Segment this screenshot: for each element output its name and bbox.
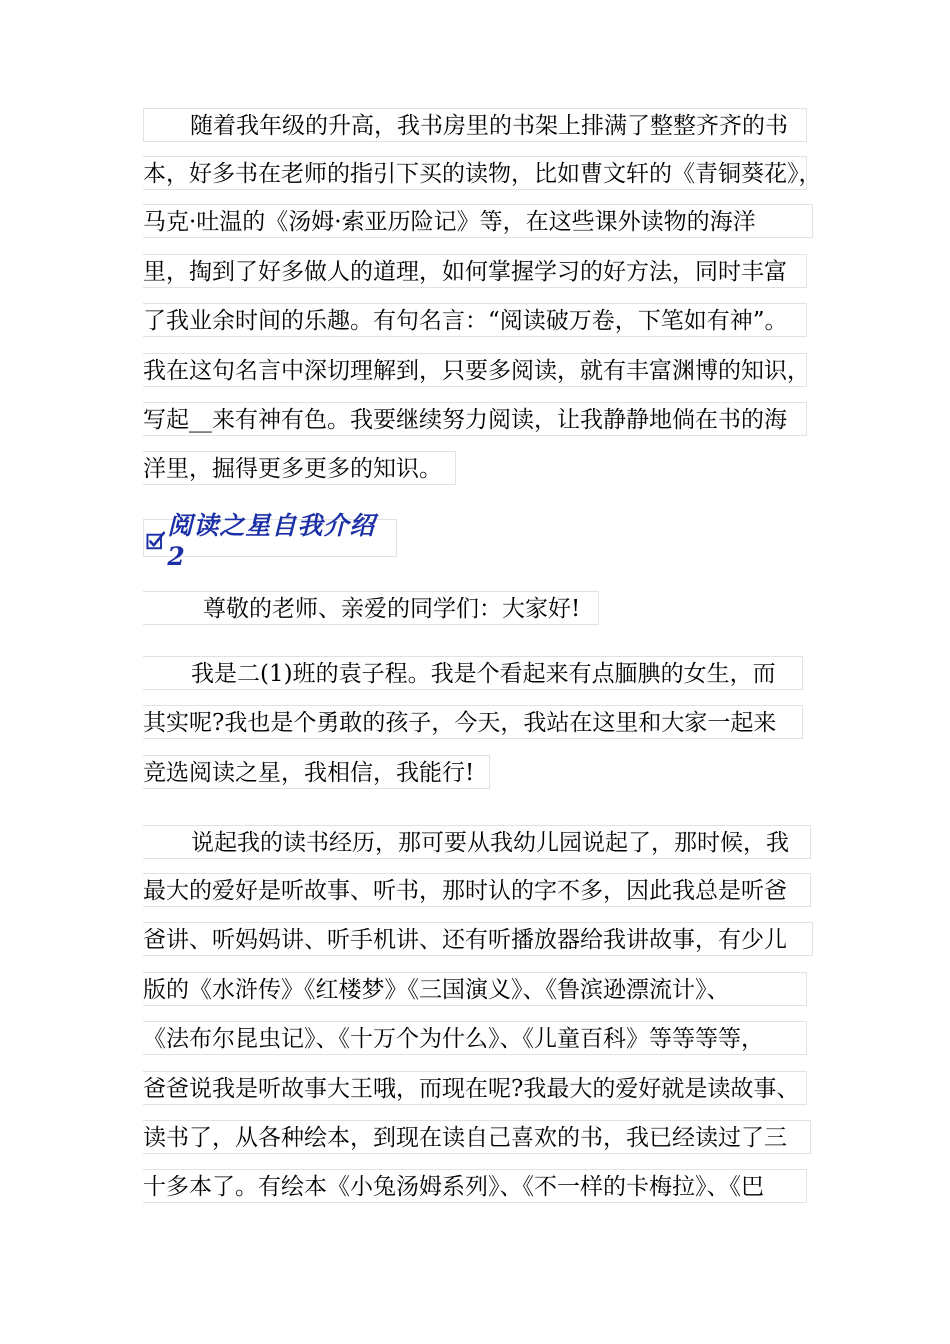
paragraph-3-line-7: 读书了，从各种绘本，到现在读自己喜欢的书，我已经读过了三 (143, 1120, 811, 1154)
heading-title: 阅读之星自我介绍 2 (167, 510, 376, 571)
checkbox-checked-icon (146, 531, 165, 551)
section-heading (143, 510, 397, 571)
paragraph-3-line-8: 十多本了。有绘本《小兔汤姆系列》、《不一样的卡梅拉》、《巴 (143, 1169, 807, 1203)
paragraph-2-line-2: 其实呢?我也是个勇敢的孩子，今天，我站在这里和大家一起来 (143, 705, 803, 739)
paragraph-2-line-3: 竞选阅读之星，我相信，我能行! (143, 755, 490, 789)
paragraph-1-line-7: 写起__来有神有色。我要继续努力阅读，让我静静地倘在书的海 (143, 402, 807, 436)
paragraph-3-line-1: 说起我的读书经历，那可要从我幼儿园说起了，那时候，我 (143, 825, 811, 859)
paragraph-3-line-3: 爸讲、听妈妈讲、听手机讲、还有听播放器给我讲故事，有少儿 (143, 922, 813, 956)
paragraph-1-line-1: 随着我年级的升高，我书房里的书架上排满了整整齐齐的书 (143, 108, 807, 142)
paragraph-2-line-1: 我是二(1)班的袁子程。我是个看起来有点腼腆的女生，而 (143, 656, 803, 690)
paragraph-3-line-4: 版的《水浒传》《红楼梦》《三国演义》、《鲁滨逊漂流计》、 (143, 972, 807, 1006)
paragraph-1-line-8: 洋里，掘得更多更多的知识。 (143, 451, 456, 485)
greeting-line: 尊敬的老师、亲爱的同学们：大家好! (143, 591, 599, 625)
paragraph-1-line-6: 我在这句名言中深切理解到，只要多阅读，就有丰富渊博的知识， (143, 353, 807, 387)
paragraph-1-line-5: 了我业余时间的乐趣。有句名言：“阅读破万卷，下笔如有神”。 (143, 303, 807, 337)
paragraph-3-line-2: 最大的爱好是听故事、听书，那时认的字不多，因此我总是听爸 (143, 873, 811, 907)
paragraph-1-line-3: 马克·吐温的《汤姆·索亚历险记》等，在这些课外读物的海洋 (143, 204, 813, 238)
paragraph-3-line-6: 爸爸说我是听故事大王哦，而现在呢?我最大的爱好就是读故事、 (143, 1071, 807, 1105)
paragraph-1-line-4: 里，掏到了好多做人的道理，如何掌握学习的好方法，同时丰富 (143, 254, 807, 288)
paragraph-3-line-5: 《法布尔昆虫记》、《十万个为什么》、《儿童百科》等等等等， (143, 1021, 807, 1055)
paragraph-1-line-2: 本，好多书在老师的指引下买的读物，比如曹文轩的《青铜葵花》， (143, 156, 807, 190)
